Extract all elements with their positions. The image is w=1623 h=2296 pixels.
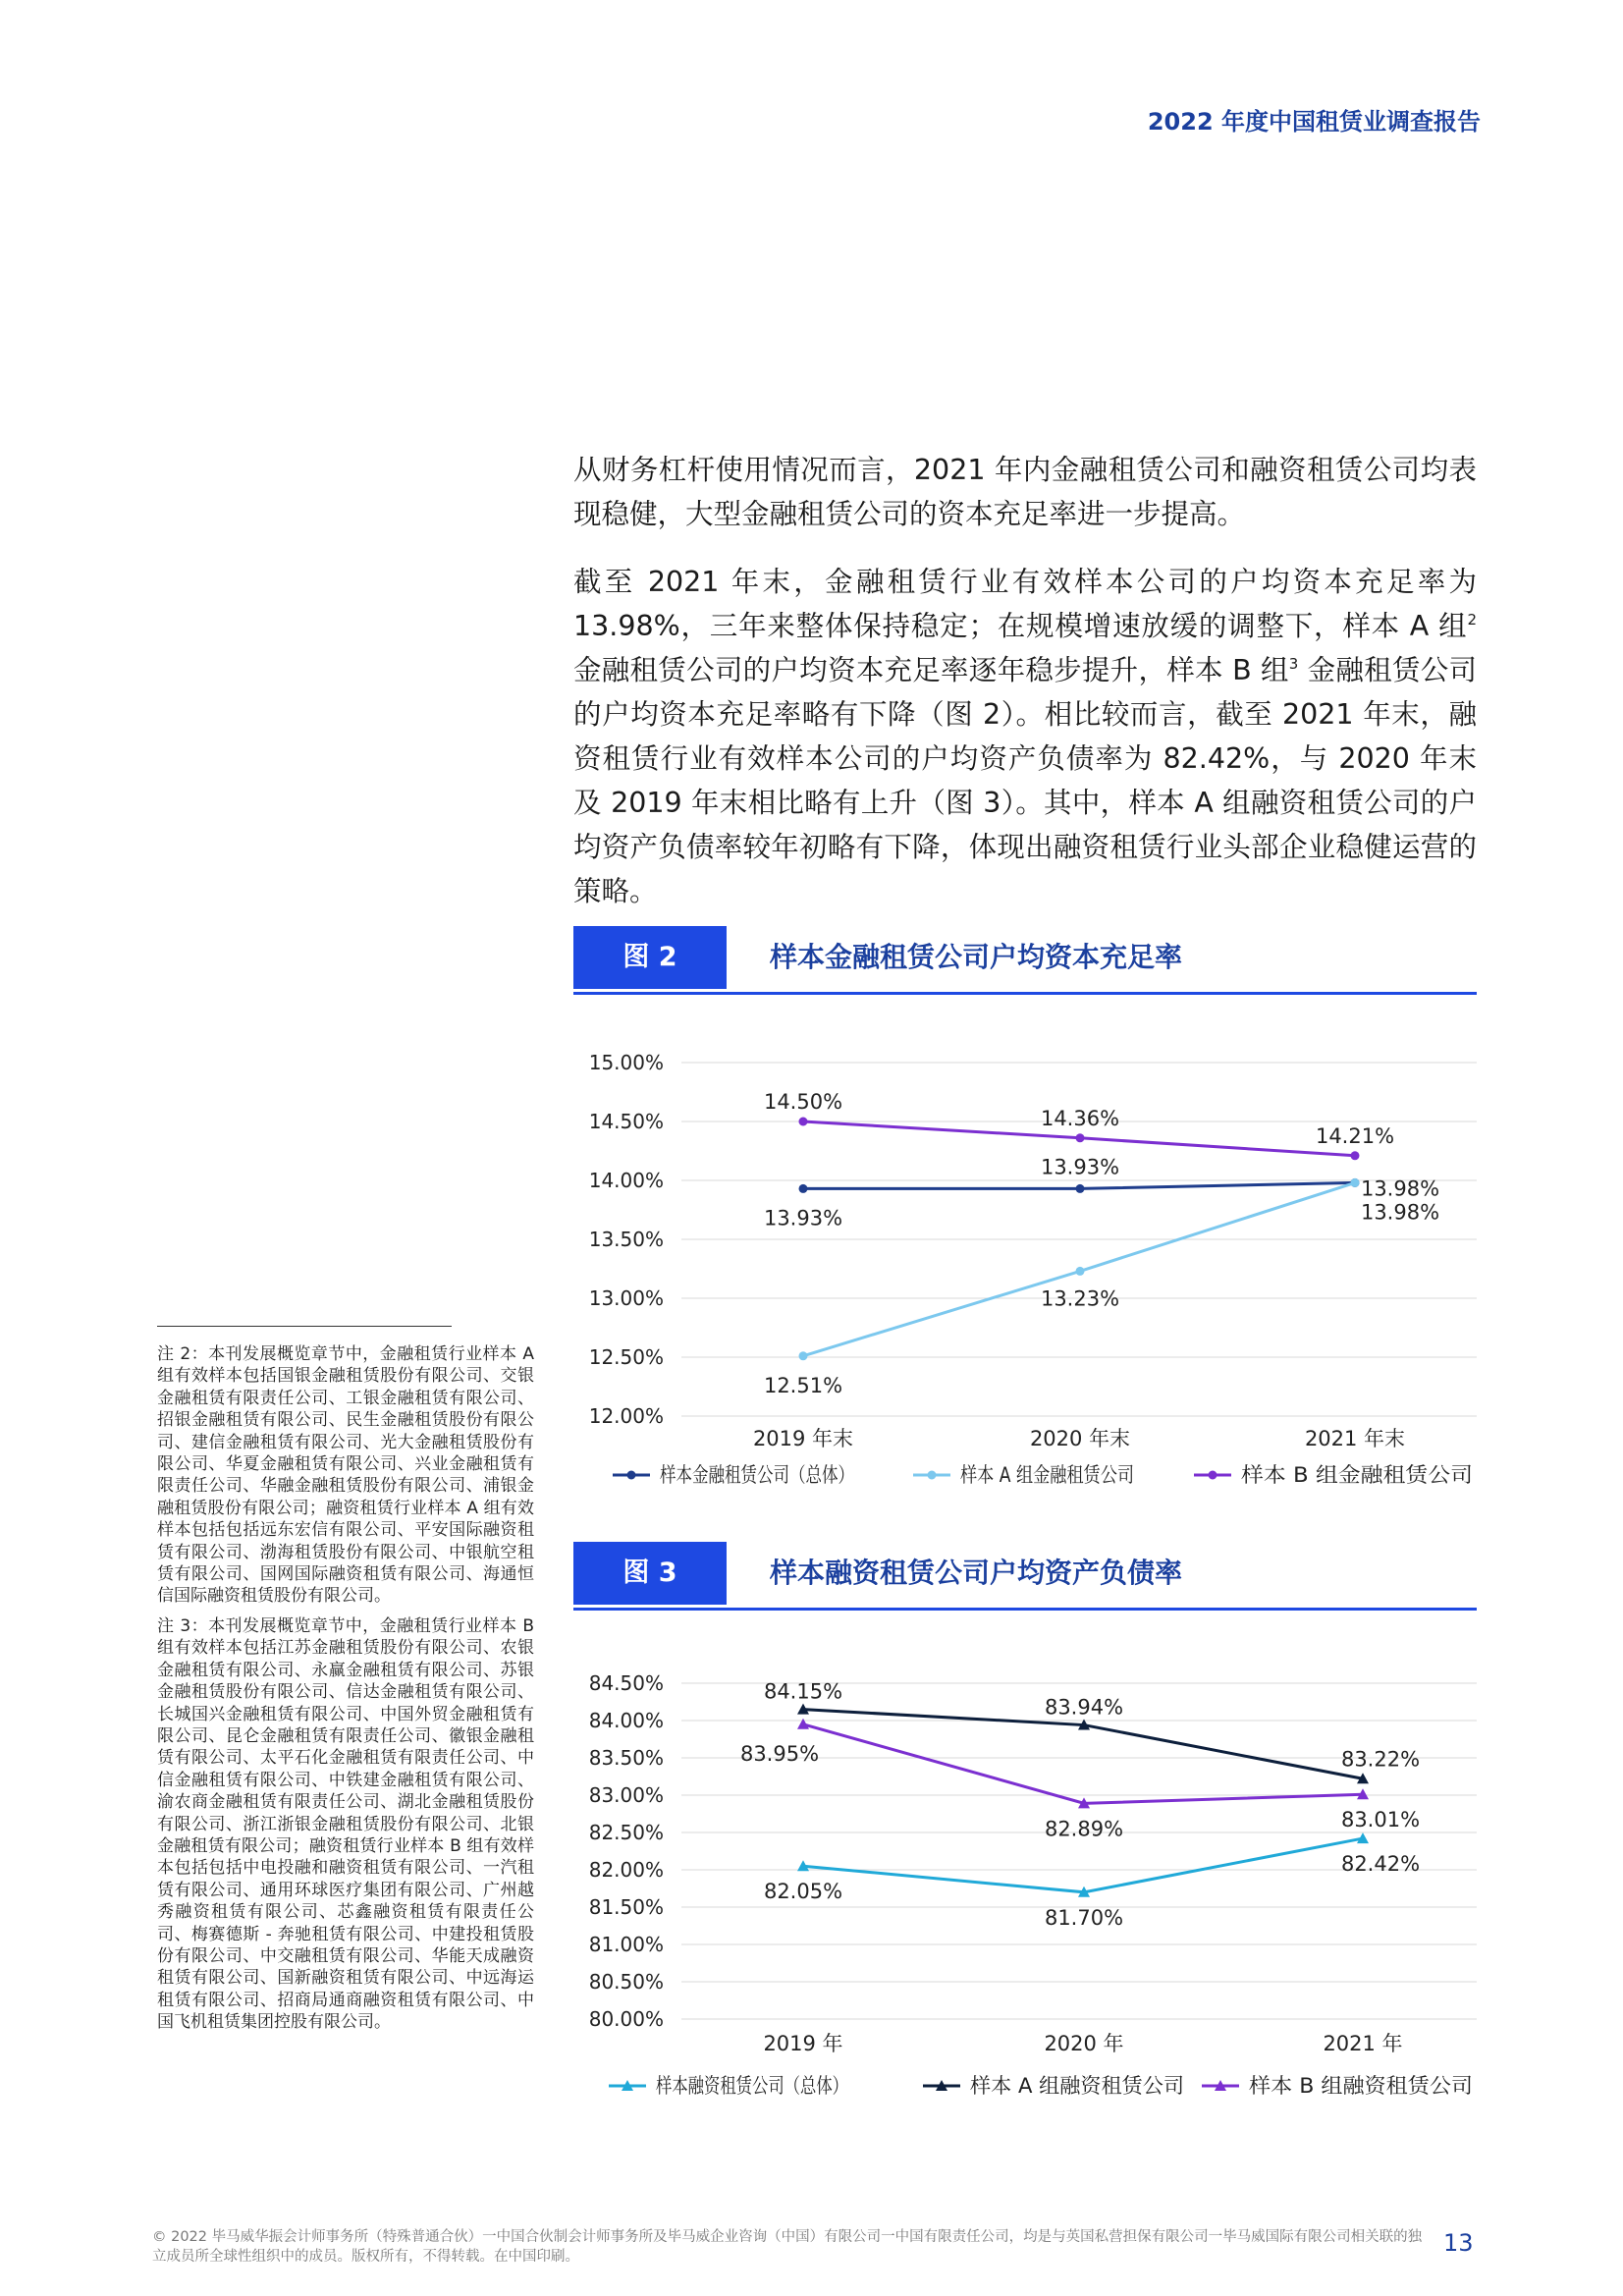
- legend-label: 样本金融租赁公司（总体）: [660, 1463, 854, 1487]
- y-tick-label: 81.50%: [588, 1895, 664, 1919]
- paragraph-text: 金融租赁公司的户均资本充足率逐年稳步提升，样本 B 组: [573, 654, 1289, 686]
- data-label: 14.21%: [1315, 1123, 1395, 1148]
- paragraph-text: 金融租赁公司的户均资本充足率略有下降（图 2）。相比较而言，截至 2021 年末，融资租赁行业有效样本公司的户均资产负债率为 82.42%，与 2020 年末及 2019 年末相比略有上升（图 3）。其中，样本 A 组融资租赁公司的户均资产负债率较年初略有下降，体现出融资租赁行业头部企业稳健运营的策略。: [573, 654, 1477, 907]
- data-point: [797, 1719, 809, 1729]
- legend-marker: [928, 1471, 937, 1480]
- data-point: [1076, 1133, 1085, 1142]
- data-label: 81.70%: [1044, 1905, 1124, 1930]
- data-label: 82.89%: [1044, 1817, 1124, 1841]
- legend-label: 样本 A 组金融租赁公司: [960, 1463, 1134, 1487]
- figure-3-label: 图 3: [573, 1542, 727, 1605]
- figure-3-rule: [573, 1608, 1477, 1611]
- data-label: 83.95%: [739, 1741, 820, 1766]
- y-tick-label: 12.50%: [588, 1345, 664, 1369]
- y-tick-label: 80.50%: [588, 1970, 664, 1994]
- y-tick-label: 13.50%: [588, 1228, 664, 1251]
- data-point: [1351, 1151, 1360, 1160]
- x-tick-label: 2020 年: [1044, 2032, 1124, 2055]
- y-tick-label: 14.00%: [588, 1169, 664, 1192]
- footnotes: [157, 1343, 534, 2042]
- x-tick-label: 2019 年: [763, 2032, 843, 2055]
- data-label: 14.36%: [1040, 1106, 1120, 1130]
- data-label: 83.22%: [1340, 1747, 1421, 1772]
- y-tick-label: 13.00%: [588, 1286, 664, 1310]
- y-tick-label: 83.00%: [588, 1783, 664, 1807]
- legend-label: 样本 B 组金融租赁公司: [1241, 1463, 1473, 1487]
- figure-2-label: 图 2: [573, 926, 727, 989]
- paragraph-text: 从财务杠杆使用情况而言，2021 年内金融租赁公司和融资租赁公司均表现稳健，大型金融租赁公司的资本充足率进一步提高。: [573, 454, 1477, 530]
- y-tick-label: 80.00%: [588, 2007, 664, 2031]
- footnote-ref-3: 3: [1288, 655, 1299, 673]
- y-tick-label: 84.00%: [588, 1709, 664, 1732]
- data-label: 14.50%: [763, 1090, 843, 1114]
- figure-3-title: 样本融资租赁公司户均资产负债率: [770, 1557, 1183, 1589]
- data-point: [799, 1184, 808, 1193]
- data-label: 13.23%: [1040, 1286, 1120, 1311]
- notes-divider: [157, 1326, 452, 1327]
- data-label: 84.15%: [763, 1679, 843, 1704]
- data-label: 13.98%: [1360, 1176, 1440, 1201]
- y-tick-label: 15.00%: [588, 1051, 664, 1074]
- chart-debt-ratio: [573, 1656, 1477, 2117]
- data-point: [799, 1118, 808, 1126]
- data-label: 13.98%: [1360, 1200, 1440, 1225]
- footer-copyright: © 2022 毕马威华振会计师事务所（特殊普通合伙）一中国合伙制会计师事务所及毕马威企业咨询（中国）有限公司一中国有限责任公司，均是与英国私营担保有限公司一毕马威国际有限公司相关联的独立成员所全球性组织中的成员。版权所有，不得转载。在中国印刷。: [152, 2229, 1423, 2265]
- data-point: [1076, 1267, 1085, 1276]
- figure-3-header: [573, 1542, 1477, 1611]
- chart-capital-adequacy: [573, 1031, 1477, 1503]
- data-point: [1351, 1178, 1360, 1187]
- data-label: 13.93%: [1040, 1155, 1120, 1179]
- paragraph-text: 截至 2021 年末，金融租赁行业有效样本公司的户均资本充足率为 13.98%，三年来整体保持稳定；在规模增速放缓的调整下，样本 A 组: [573, 566, 1477, 642]
- figure-2-header: [573, 926, 1477, 995]
- data-point: [799, 1351, 808, 1360]
- legend-label: 样本融资租赁公司（总体）: [656, 2074, 848, 2098]
- figure-2-rule: [573, 992, 1477, 995]
- x-tick-label: 2021 年末: [1304, 1427, 1406, 1450]
- report-title: 2022 年度中国租赁业调查报告: [1147, 108, 1481, 136]
- y-tick-label: 82.00%: [588, 1858, 664, 1882]
- series-line: [803, 1838, 1363, 1892]
- body-paragraph-1: [573, 448, 1477, 536]
- data-label: 83.94%: [1044, 1695, 1124, 1720]
- footnote-ref-2: 2: [1467, 611, 1477, 629]
- y-tick-label: 84.50%: [588, 1671, 664, 1695]
- data-label: 13.93%: [763, 1206, 843, 1230]
- y-tick-label: 81.00%: [588, 1933, 664, 1956]
- data-label: 83.01%: [1340, 1808, 1421, 1832]
- data-label: 82.05%: [763, 1880, 843, 1904]
- data-point: [1076, 1184, 1085, 1193]
- data-label: 82.42%: [1340, 1852, 1421, 1877]
- x-tick-label: 2021 年: [1323, 2032, 1403, 2055]
- page-number: 13: [1443, 2229, 1474, 2257]
- figure-2-title: 样本金融租赁公司户均资本充足率: [770, 941, 1183, 973]
- footnote-2: 注 2：本刊发展概览章节中，金融租赁行业样本 A 组有效样本包括国银金融租赁股份有限公司、交银金融租赁有限责任公司、工银金融租赁有限公司、招银金融租赁有限公司、民生金融租赁股份有限公司、建信金融租赁有限公司、光大金融租赁股份有限公司、华夏金融租赁有限公司、兴业金融租赁有限责任公司、华融金融租赁股份有限公司、浦银金融租赁股份有限公司；融资租赁行业样本 A 组有效样本包括包括远东宏信有限公司、平安国际融资租赁有限公司、渤海租赁股份有限公司、中银航空租赁有限公司、国网国际融资租赁有限公司、海通恒信国际融资租赁股份有限公司。: [157, 1344, 534, 1607]
- y-tick-label: 12.00%: [588, 1404, 664, 1428]
- legend-marker: [627, 1471, 636, 1480]
- series-line: [803, 1710, 1363, 1779]
- y-tick-label: 82.50%: [588, 1821, 664, 1844]
- footnote-3: 注 3：本刊发展概览章节中，金融租赁行业样本 B 组有效样本包括江苏金融租赁股份有限公司、农银金融租赁有限公司、永赢金融租赁有限公司、苏银金融租赁股份有限公司、信达金融租赁有限公司、长城国兴金融租赁有限公司、中国外贸金融租赁有限公司、昆仑金融租赁有限责任公司、徽银金融租赁有限公司、太平石化金融租赁有限责任公司、中信金融租赁有限公司、中铁建金融租赁有限公司、渝农商金融租赁有限责任公司、湖北金融租赁股份有限公司、浙江浙银金融租赁股份有限公司、北银金融租赁有限公司；融资租赁行业样本 B 组有效样本包括包括中电投融和融资租赁有限公司、一汽租赁有限公司、通用环球医疗集团有限公司、广州越秀融资租赁有限公司、芯鑫融资租赁有限责任公司、梅赛德斯 - 奔驰租赁有限公司、中建投租赁股份有限公司、中交融租赁有限公司、华能天成融资租赁有限公司、国新融资租赁有限公司、中远海运租赁有限公司、招商局通商融资租赁有限公司、中国飞机租赁集团控股有限公司。: [157, 1615, 534, 2033]
- y-tick-label: 83.50%: [588, 1746, 664, 1770]
- data-label: 12.51%: [763, 1373, 843, 1397]
- legend-marker: [1209, 1471, 1217, 1480]
- y-tick-label: 14.50%: [588, 1110, 664, 1133]
- x-tick-label: 2020 年末: [1029, 1427, 1131, 1450]
- x-tick-label: 2019 年末: [752, 1427, 854, 1450]
- legend-label: 样本 B 组融资租赁公司: [1249, 2074, 1473, 2098]
- legend-label: 样本 A 组融资租赁公司: [970, 2074, 1184, 2098]
- body-paragraph-2: [573, 560, 1477, 913]
